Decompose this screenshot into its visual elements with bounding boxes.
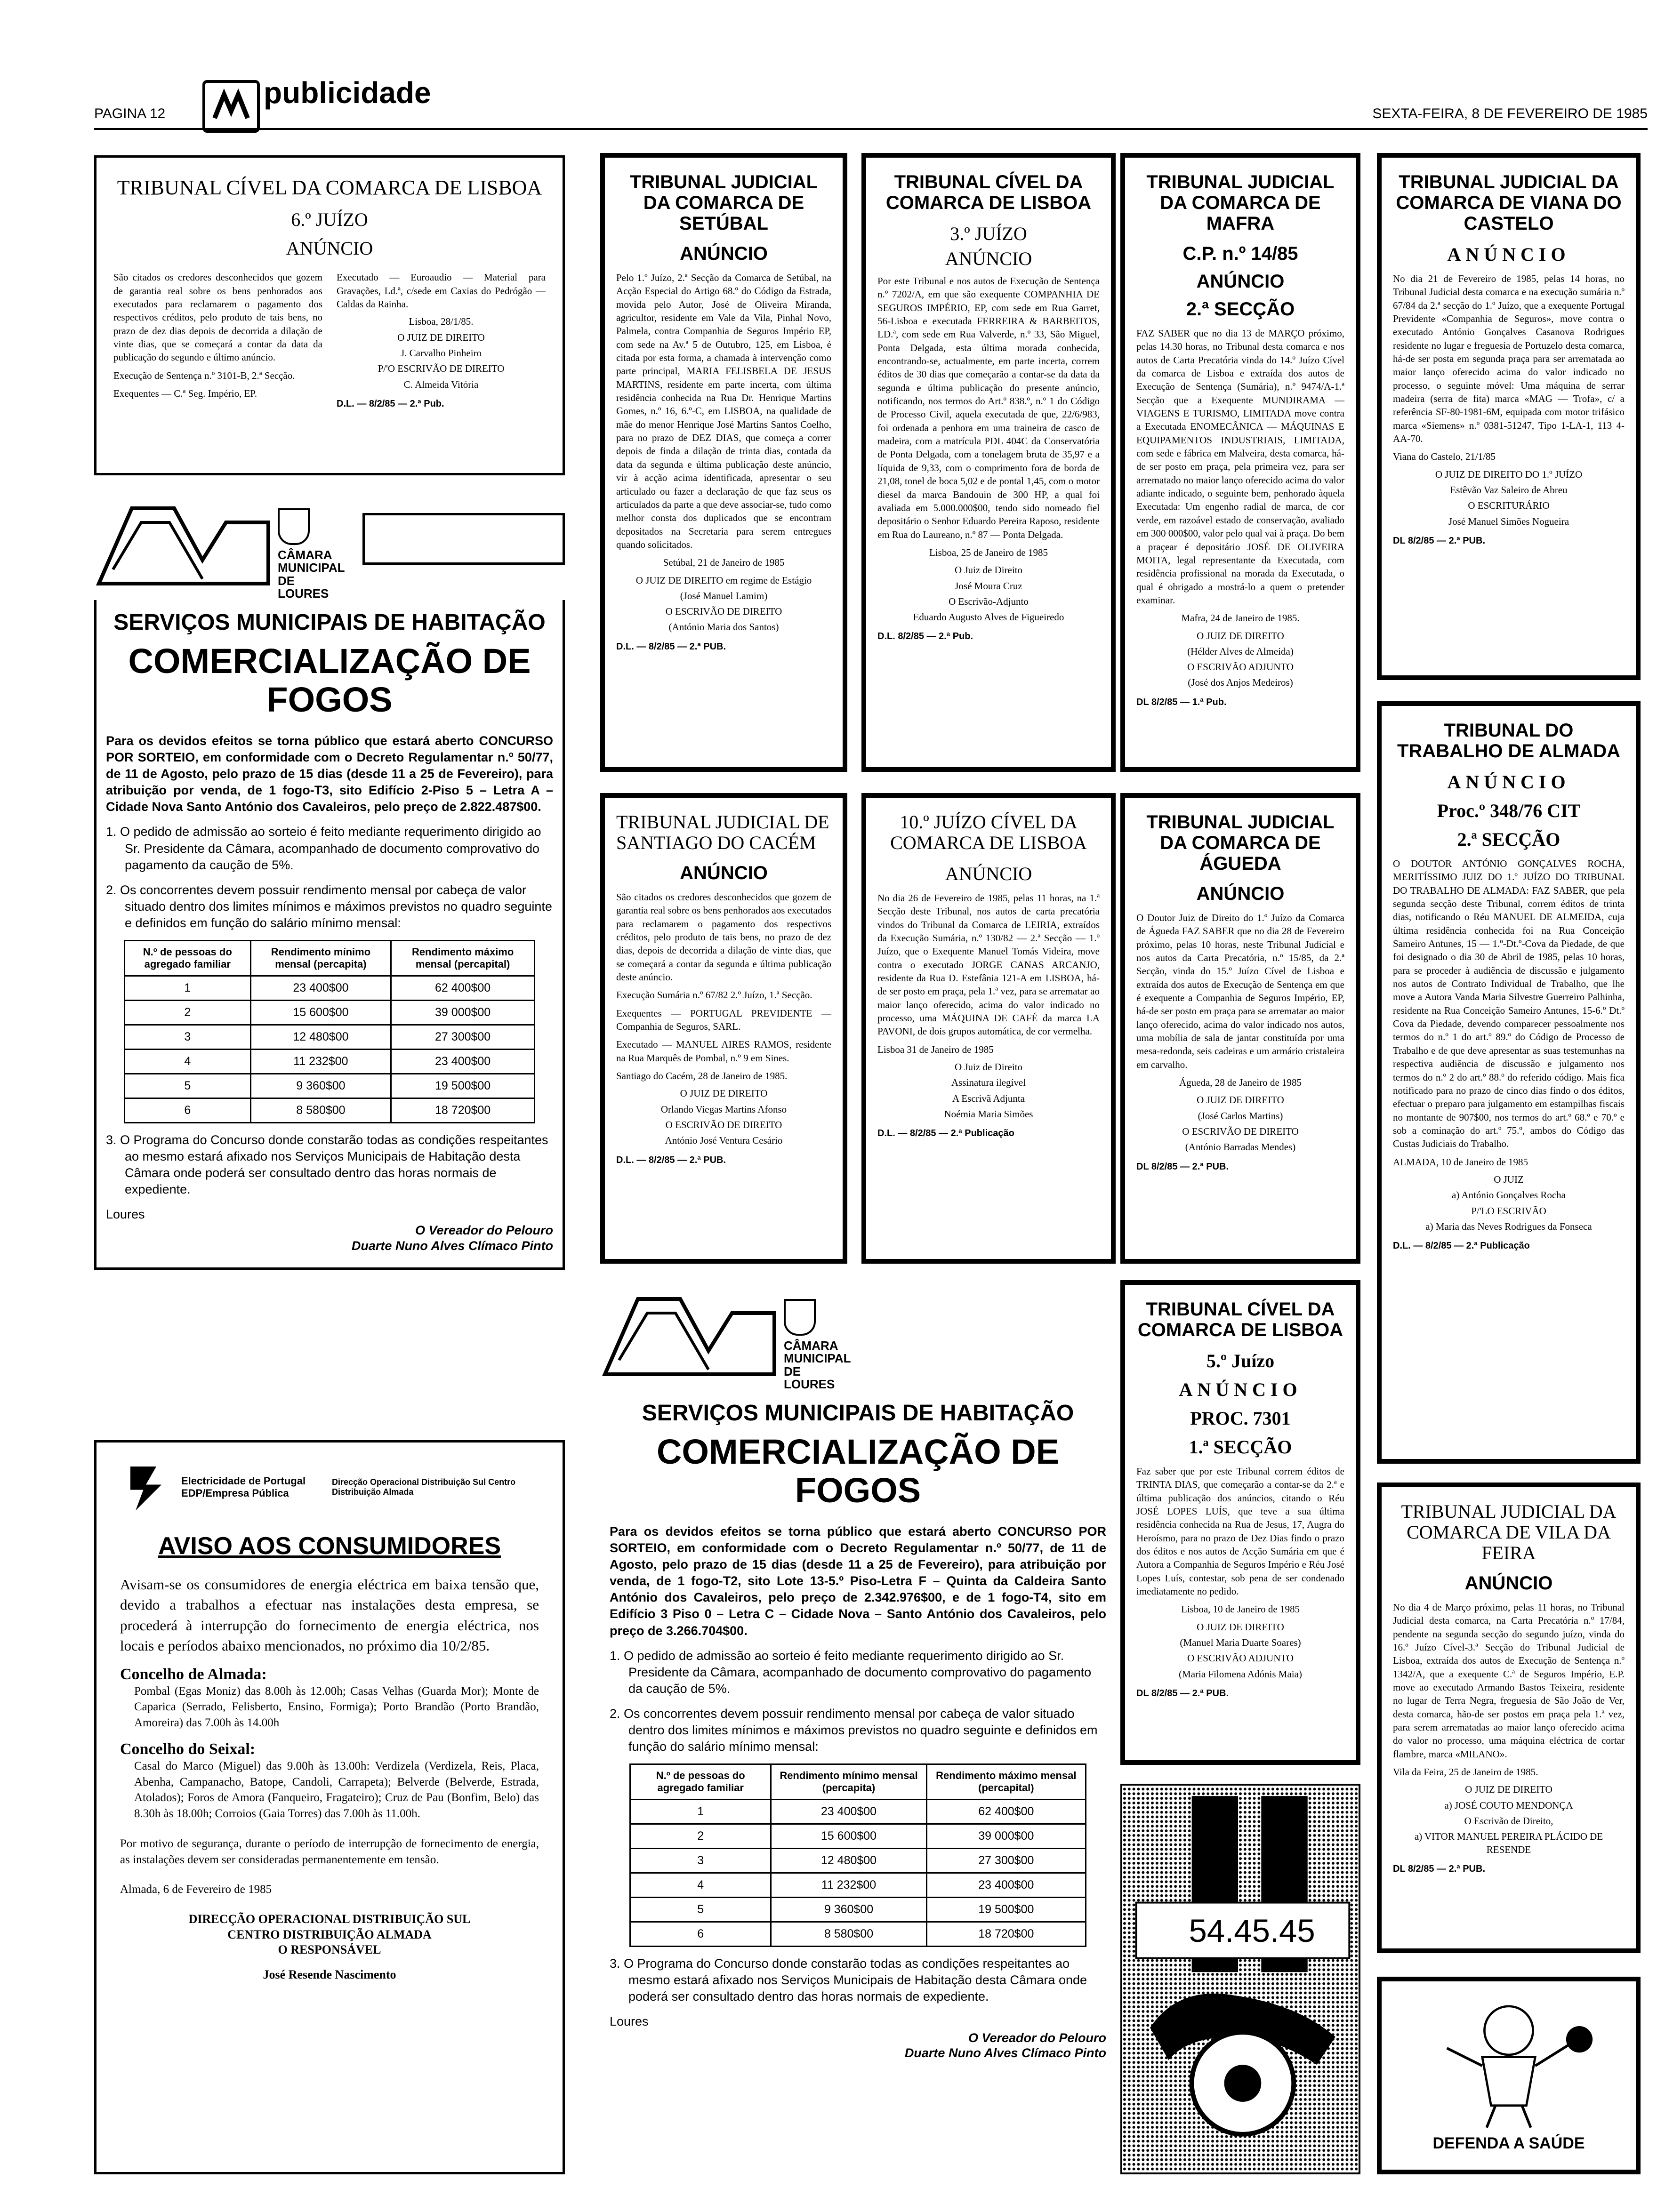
notice-civel-lisboa-3 xyxy=(861,153,1116,772)
notice-place-date: Mafra, 24 de Janeiro de 1985. xyxy=(1181,612,1300,624)
loures-ad-1 xyxy=(94,489,565,1393)
table-cell: 2 xyxy=(125,1001,251,1025)
table-cell: 27 300$00 xyxy=(391,1025,535,1050)
notice-sig1: O JUIZ DE DIREITO DO 1.º JUÍZO xyxy=(1435,468,1583,480)
table-cell: 9 360$00 xyxy=(250,1074,391,1098)
notice-title: TRIBUNAL JUDICIAL DA COMARCA DE SETÚBAL xyxy=(629,172,818,234)
notice-body: Pelo 1.º Juízo, 2.ª Secção da Comarca de Setúbal, na Acção Especial do Artigo 68.º do Código da Estrada, movida pelo Autor, José de Oliveira Miranda, agricultor, residente em Vale da Vila, Pinhal Novo, Palmela, contra Companhia de Seguros Império EP, com sede na Av.ª 5 de Outubro, 125, em Lisboa, é citada por esta forma, a chamada à intervenção como parte principal, MARIA FELISBELA DE JESUS MARTINS, residente em parte incerta, com última residência conhecida na Rua Dr. Henrique Martins Gomes, n.º 16, 6.º-C, em LISBOA, na qualidade de mãe do menor Henrique José Martins Santos Coelho, para no prazo de DEZ DIAS, que começa a correr depois de finda a dilação de trinta dias, contada da data da segunda e última publicação deste anúncio, vir à acção acima identificada, apresentar o seu articulado ou fazer a declaração de que faz seus os articulados da parte a que deve associar-se, tudo como melhor consta dos duplicados que se encontram depositados na Secretaria para serem entregues quando solicitados. xyxy=(616,272,831,550)
notice-title: TRIBUNAL CÍVEL DA COMARCA DE LISBOA xyxy=(885,172,1092,213)
notice-body: No dia 4 de Março próximo, pelas 11 horas, no Tribunal Judicial desta comarca, na Carta Precatória n.º 17/84, pendente na segunda secção do segundo juízo, vinda do 16.º Juízo Cível-3.ª Secção do Tribunal Judicial de Lisboa, extraída dos autos de Execução de Sentença n.º 1342/A, que a exequente C.ª de Seguros Império, E.P. move ao executado Armando Bastos Teixeira, residente no lugar de Terra Negra, freguesia de São João de Ver, desta comarca, hão-de ser postos em praça pela 1.ª vez, para serem arrematadas ao maior lanço oferecido acima do valor no processo, uma máquina eléctrica de cortar flambre, marca «MILANO». xyxy=(1393,1602,1625,1760)
notice-body: São citados os credores desconhecidos que gozem de garantia real sobre os bens penhorados aos executados para reclamarem o pagamento dos respectivos créditos, pelo produto de tais bens, no prazo de dez dias, depois de decorrida a dilação de vinte dias, que se começará a contar da segunda e última publicação deste anúncio. xyxy=(616,891,831,983)
notice-title: TRIBUNAL DO TRABALHO DE ALMADA xyxy=(1397,720,1621,761)
notice-title: 10.º JUÍZO CÍVEL DA COMARCA DE LISBOA xyxy=(890,811,1087,853)
notice-place-date: Viana do Castelo, 21/1/85 xyxy=(1393,451,1496,463)
table-cell: 39 000$00 xyxy=(391,1001,535,1025)
edp-logo-icon xyxy=(120,1461,172,1513)
edp-org-1: Electricidade de Portugal EDP/Empresa Pública xyxy=(181,1475,306,1499)
table-cell: 3 xyxy=(630,1849,771,1873)
edp-concelho-1-title: Concelho de Almada: xyxy=(120,1665,267,1683)
table-cell: 23 400$00 xyxy=(771,1800,927,1824)
notice-sig1-name: Orlando Viegas Martins Afonso xyxy=(660,1103,787,1115)
notice-dl: D.L. — 8/2/85 — 2.ª Pub. xyxy=(337,398,444,409)
notice-juizo: 5.º Juízo xyxy=(1206,1350,1275,1371)
notice-title: TRIBUNAL JUDICIAL DA COMARCA DE MAFRA xyxy=(1146,172,1335,234)
edp-footer-1: DIRECÇÃO OPERACIONAL DISTRIBUIÇÃO SUL xyxy=(188,1912,471,1926)
table-cell: 9 360$00 xyxy=(771,1898,927,1922)
notice-anuncio: ANÚNCIO xyxy=(680,243,768,264)
notice-sig2-name: (Maria Filomena Adónis Maia) xyxy=(1179,1668,1302,1680)
edp-footer-2: CENTRO DISTRIBUIÇÃO ALMADA xyxy=(227,1927,432,1941)
table-row xyxy=(125,976,535,1001)
table-row xyxy=(630,1800,1086,1824)
page-header xyxy=(94,76,1648,132)
notice-sig1: O JUIZ DE DIREITO xyxy=(1465,1784,1552,1795)
notice-place-date: ALMADA, 10 de Janeiro de 1985 xyxy=(1393,1156,1528,1168)
table-cell: 62 400$00 xyxy=(926,1800,1086,1824)
table-cell: 8 580$00 xyxy=(250,1098,391,1123)
notice-sig1-name: (José Manuel Lamim) xyxy=(680,590,768,601)
muni-title: COMERCIALIZAÇÃO DE FOGOS xyxy=(128,641,531,719)
edp-intro: Avisam-se os consumidores de energia eléctrica em baixa tensão que, devido a trabalhos a efectuar nas instalações desta empresa, se procederá à interrupção do fornecimento de energia eléctrica, nos locais e períodos abaixo mencionados, no próximo dia 10/2/85. xyxy=(120,1576,539,1654)
table-row xyxy=(125,1098,535,1123)
notice-dl: DL 8/2/85 — 1.ª Pub. xyxy=(1136,697,1227,707)
notice-sig2: P/'O ESCRIVÃO DE DIREITO xyxy=(378,363,505,375)
newspaper-logo-icon xyxy=(202,80,260,133)
crest-icon xyxy=(278,508,310,545)
notice-sig1-name: Assinatura ilegível xyxy=(951,1077,1026,1089)
notice-sig2: O Escrivão-Adjunto xyxy=(949,595,1029,607)
notice-title: TRIBUNAL CÍVEL DA COMARCA DE LISBOA xyxy=(117,176,542,199)
notice-body: Por este Tribunal e nos autos de Execução de Sentença n.º 7202/A, em que são exequente COMPANHIA DE SEGUROS IMPÉRIO, EP, com sede em Rua Garret, 56-Lisboa e executada FERREIRA & BARBEITOS, LD.ª, com sede em Rua Valverde, n.º 33, São Miguel, Ponta Delgada, esta última morada conhecida, encontrando-se, actualmente, em parte incerta, correm éditos de 30 dias que começarão a contar-se da data da segunda e última publicação do presente anúncio, notificando, nos termos do Art.º 838.º, n.º 1 do Código de Processo Civil, aquela executada de que, 22/6/983, foi ordenada a penhora em uma traineira de casco de madeira, com a matrícula PDL 404C da Conservatória de Ponta Delgada, com a tonelagem bruta de 35,97 e a líquida de 9,33, com o comprimento fora de borda de 21,08, tonel de boca 5,02 e de pontal 1,45, com o motor diesel da marca Bandouin de 300 HP, a qual foi avaliada em 5.000.000$00, tendo sido nomeado fiel depositário o Senhor Eduardo Pereira Raposo, residente em Rua do Laureano, n.º 87 — Ponta Delgada. xyxy=(877,275,1100,540)
muni-intro: Para os devidos efeitos se torna público que estará aberto CONCURSO POR SORTEIO, em conformidade com o Decreto Regulamentar n.º 50/77, de 11 de Agosto, pelo prazo de 15 dias (desde 11 a 25 de Fevereiro), para atribuição por venda, de 1 fogo-T3, sito Edifício 2-Piso 5 – Letra A – Cidade Nova Santo António dos Cavaleiros, pelo preço de 2.822.487$00. xyxy=(106,733,553,814)
loures-ad-body xyxy=(600,1391,1116,2075)
notice-execucao: Execução de Sentença n.º 3101-B, 2.ª Secção. xyxy=(113,369,295,381)
table-header: Rendimento máximo mensal (percapital) xyxy=(391,941,535,976)
notice-anuncio: ANÚNCIO xyxy=(1196,883,1285,904)
notice-santiago xyxy=(600,793,847,1264)
edp-concelho-2-title: Concelho do Seixal: xyxy=(120,1740,256,1758)
muni-heading: SERVIÇOS MUNICIPAIS DE HABITAÇÃO xyxy=(642,1401,1074,1426)
notice-anuncio: ANÚNCIO xyxy=(680,863,768,883)
table-cell: 8 580$00 xyxy=(771,1922,927,1947)
health-ad xyxy=(1377,1977,1641,2174)
notice-execucao: Execução Sumária n.º 67/82 2.º Juízo, 1.ª Secção. xyxy=(616,989,812,1001)
notice-sig2-name: a) VITOR MANUEL PEREIRA PLÁCIDO DE RESENDE xyxy=(1414,1831,1603,1855)
notice-seccao: 1.ª SECÇÃO xyxy=(1189,1436,1292,1458)
header-rule xyxy=(94,128,1648,130)
notice-place-date: Lisboa, 10 de Janeiro de 1985 xyxy=(1181,1603,1300,1615)
notice-anuncio: ANÚNCIO xyxy=(1179,1379,1302,1400)
table-row xyxy=(125,1001,535,1025)
notice-proc: PROC. 7301 xyxy=(1190,1408,1291,1429)
notice-sig2-name: Eduardo Augusto Alves de Figueiredo xyxy=(913,611,1064,623)
notice-dl: D.L. — 8/2/85 — 2.ª PUB. xyxy=(616,1154,726,1165)
edp-notice xyxy=(94,1440,565,2174)
table-cell: 3 xyxy=(125,1025,251,1050)
table-cell: 1 xyxy=(125,976,251,1001)
crest-text: CÂMARA MUNICIPAL DE LOURES xyxy=(278,548,345,601)
notice-sig2: O ESCRIVÃO DE DIREITO xyxy=(1182,1126,1299,1138)
notice-sig2-name: (António Maria dos Santos) xyxy=(668,621,779,633)
table-row xyxy=(630,1873,1086,1898)
notice-vila-feira xyxy=(1377,1483,1641,1953)
notice-sig1-name: José Moura Cruz xyxy=(955,580,1022,592)
notice-proc: C.P. n.º 14/85 xyxy=(1182,243,1298,264)
notice-executado: Executado — Euroaudio — Material para Gravações, Ld.ª, c/sede em Caxias do Pedrógão — Caldas da Rainha. xyxy=(337,272,546,310)
notice-anuncio: ANÚNCIO xyxy=(945,248,1032,269)
notice-sig1-name: (Hélder Alves de Almeida) xyxy=(1187,645,1294,657)
notice-anuncio: ANÚNCIO xyxy=(1447,244,1570,265)
notice-dl: D.L. — 8/2/85 — 2.ª PUB. xyxy=(616,641,726,652)
muni-item-3: 3. O Programa do Concurso donde constarão todas as condições respeitantes ao mesmo estará afixado nos Serviços Municipais de Habitação desta Câmara onde poderá ser consultado dentro das horas normais de expediente. xyxy=(610,1956,1087,2004)
notice-exequentes: Exequentes — PORTUGAL PREVIDENTE — Companhia de Seguros, SARL. xyxy=(616,1007,831,1033)
notice-anuncio: ANÚNCIO xyxy=(945,863,1032,884)
notice-sig2-name: C. Almeida Vitória xyxy=(403,378,479,390)
notice-setubal xyxy=(600,153,847,772)
empty-frame xyxy=(362,513,565,565)
table-cell: 15 600$00 xyxy=(250,1001,391,1025)
notice-sig1-name: a) António Gonçalves Rocha xyxy=(1451,1189,1566,1201)
notice-sig2-name: António José Ventura Cesário xyxy=(665,1135,783,1146)
page-date: SEXTA-FEIRA, 8 DE FEVEREIRO DE 1985 xyxy=(1372,106,1648,121)
table-cell: 6 xyxy=(125,1098,251,1123)
notice-dl: D.L. — 8/2/85 — 2.ª Publicação xyxy=(1393,1241,1530,1251)
muni-item-2: 2. Os concorrentes devem possuir rendimento mensal por cabeça de valor situado dentro dos limites mínimos e máximos previstos no quadro seguinte e definidos em função do salário mínimo mensal: xyxy=(610,1706,1098,1754)
notice-sig2: O ESCRIVÃO ADJUNTO xyxy=(1187,1652,1294,1664)
table-cell: 23 400$00 xyxy=(391,1050,535,1074)
edp-title: AVISO AOS CONSUMIDORES xyxy=(158,1532,501,1560)
notice-dl: DL 8/2/85 — 2.ª PUB. xyxy=(1136,1161,1229,1172)
health-label: DEFENDA A SAÚDE xyxy=(1432,2134,1585,2152)
loures-ad-body xyxy=(94,600,565,1270)
table-cell: 11 232$00 xyxy=(250,1050,391,1074)
table-row xyxy=(125,1074,535,1098)
table-cell: 4 xyxy=(630,1873,771,1898)
loures-wave-icon xyxy=(94,489,273,593)
notice-sig1: O JUIZ DE DIREITO xyxy=(1197,1621,1284,1633)
rent-table xyxy=(124,940,535,1123)
notice-dl: DL 8/2/85 — 2.ª PUB. xyxy=(1136,1688,1229,1699)
table-header: Rendimento máximo mensal (percapital) xyxy=(926,1764,1086,1800)
notice-juizo: 6.º JUÍZO xyxy=(291,209,368,231)
muni-item-3: 3. O Programa do Concurso donde constarão todas as condições respeitantes ao mesmo estará afixado nos Serviços Municipais de Habitação desta Câmara onde poderá ser consultado dentro das horas normais de expediente. xyxy=(106,1133,548,1197)
notice-seccao: 2.ª SECÇÃO xyxy=(1457,829,1560,850)
notice-civel-lisboa-10 xyxy=(861,793,1116,1264)
edp-footer-3: O RESPONSÁVEL xyxy=(278,1943,381,1957)
telephone-illustration-icon xyxy=(1122,1786,1359,2172)
muni-intro: Para os devidos efeitos se torna público que estará aberto CONCURSO POR SORTEIO, em conformidade com o Decreto Regulamentar n.º 50/77, de 11 de Agosto, pelo prazo de 15 dias (desde 11 a 25 de Fevereiro), para atribuição por venda, de 1 fogo-T2, sito Lote 13-5.º Piso-Letra F – Quinta da Caldeira Santo António dos Cavaleiros, pelo preço de 2.342.976$00, e de 1 fogo-T4, sito em Edifício 3 Piso 0 – Letra C – Cidade Nova – Santo António dos Cavaleiros, pelo preço de 3.266.704$00. xyxy=(610,1524,1106,1638)
notice-proc: Proc.º 348/76 CIT xyxy=(1437,800,1581,821)
notice-sig1: O JUIZ DE DIREITO xyxy=(680,1088,768,1099)
table-cell: 39 000$00 xyxy=(926,1824,1086,1849)
notice-anuncio: ANÚNCIO xyxy=(1196,271,1285,292)
table-row xyxy=(125,1050,535,1074)
notice-place-date: Santiago do Cacém, 28 de Janeiro de 1985. xyxy=(616,1070,788,1082)
page-number: PAGINA 12 xyxy=(94,106,166,121)
notice-sig2: O ESCRIVÃO DE DIREITO xyxy=(665,1119,782,1131)
notice-place-date: Vila da Feira, 25 de Janeiro de 1985. xyxy=(1393,1766,1538,1778)
table-cell: 12 480$00 xyxy=(771,1849,927,1873)
table-cell: 19 500$00 xyxy=(926,1898,1086,1922)
notice-exequentes: Exequentes — C.ª Seg. Império, EP. xyxy=(113,388,257,400)
notice-title: TRIBUNAL CÍVEL DA COMARCA DE LISBOA xyxy=(1137,1299,1343,1340)
notice-sig1: O JUIZ DE DIREITO xyxy=(1197,630,1284,641)
notice-anuncio: ANÚNCIO xyxy=(286,238,373,259)
edp-concelho-2-body: Casal do Marco (Miguel) das 9.00h às 13.00h: Verdizela (Verdizela, Reis, Placa, Abenha, Campanacho, Batope, Candoli, Carrapeta); Belverde (Belverde, Estrada, Atolados); Foros de Amora (Fanqueiro, Fragateiro); Cruz de Pau (Bonfim, Belo) das 8.30h às 18.00h; Corroios (Gaia Torres) das 7.00h às 11.00h. xyxy=(134,1759,539,1820)
notice-sig2: P/'LO ESCRIVÃO xyxy=(1471,1205,1546,1217)
notice-body: Faz saber que por este Tribunal correm éditos de TRINTA DIAS, que começarão a contar-se da 2.ª e última publicação dos anúncios, citando o Réu JOSÉ LOPES LUÍS, que teve a sua última residência conhecida na Rua de Jesus, 17, Augra do Heroísmo, para no prazo de Dez Dias findo o prazo dos éditos e nos autos de Acção Sumária em que é Autora a Companhia de Seguros Império e Réu José Lopes Luís, contestar, sob pena de ser condenado imediatamente no pedido. xyxy=(1136,1466,1344,1597)
phone-poster xyxy=(1120,1784,1360,2174)
notice-viana xyxy=(1377,153,1641,680)
notice-sig2-name: (António Barradas Mendes) xyxy=(1185,1141,1296,1153)
notice-dl: DL 8/2/85 — 2.ª PUB. xyxy=(1393,536,1485,546)
notice-dl: DL 8/2/85 — 2.ª PUB. xyxy=(1393,1863,1485,1874)
notice-dl: D.L. — 8/2/85 — 2.ª Publicação xyxy=(877,1128,1014,1139)
notice-sig1: O JUIZ DE DIREITO em regime de Estágio xyxy=(635,574,812,586)
edp-header xyxy=(120,1461,539,1513)
muni-heading: SERVIÇOS MUNICIPAIS DE HABITAÇÃO xyxy=(113,610,546,635)
notice-place-date: Lisboa, 28/1/85. xyxy=(409,316,474,328)
notice-juizo: 3.º JUÍZO xyxy=(950,223,1027,244)
notice-sig1: O JUIZ DE DIREITO xyxy=(1197,1094,1284,1106)
table-cell: 15 600$00 xyxy=(771,1824,927,1849)
table-row xyxy=(630,1898,1086,1922)
table-cell: 19 500$00 xyxy=(391,1074,535,1098)
loures-logo xyxy=(94,489,565,600)
poster-phone: 54.45.45 xyxy=(1189,1913,1315,1949)
loures-logo xyxy=(600,1280,1116,1391)
table-header: Rendimento mínimo mensal (percapita) xyxy=(250,941,391,976)
notice-sig1-name: (Manuel Maria Duarte Soares) xyxy=(1180,1637,1301,1649)
rent-table xyxy=(629,1763,1086,1947)
table-cell: 1 xyxy=(630,1800,771,1824)
muni-sign-2: Duarte Nuno Alves Clímaco Pinto xyxy=(351,1238,553,1253)
notice-title: TRIBUNAL JUDICIAL DA COMARCA DE VIANA DO CASTELO xyxy=(1396,172,1622,234)
notice-sig2: O ESCRIVÃO DE DIREITO xyxy=(665,606,782,617)
notice-sig1: O JUIZ xyxy=(1494,1173,1524,1185)
edp-note: Por motivo de segurança, durante o período de interrupção de fornecimento de energia, as instalações devem ser consideradas permanentemente em tensão. xyxy=(120,1837,539,1866)
notice-sig1: O Juiz de Direito xyxy=(954,564,1023,576)
notice-anuncio: ANÚNCIO xyxy=(1464,1573,1553,1594)
table-cell: 11 232$00 xyxy=(771,1873,927,1898)
edp-org-2: Direcção Operacional Distribuição Sul Centro Distribuição Almada xyxy=(332,1477,516,1497)
notice-sig2-name: José Manuel Simões Nogueira xyxy=(1448,515,1569,527)
notice-sig1: O Juiz de Direito xyxy=(954,1061,1023,1073)
notice-sig2: A Escrivã Adjunta xyxy=(952,1092,1025,1104)
table-cell: 23 400$00 xyxy=(926,1873,1086,1898)
notice-almada xyxy=(1377,701,1641,1464)
crest-icon xyxy=(784,1299,816,1336)
notice-place-date: Lisboa, 25 de Janeiro de 1985 xyxy=(929,546,1048,558)
notice-sig2-name: (José dos Anjos Medeiros) xyxy=(1188,677,1293,689)
notice-sig2: O Escrivão de Direito, xyxy=(1464,1815,1553,1827)
table-cell: 5 xyxy=(125,1074,251,1098)
notice-sig2-name: a) Maria das Neves Rodrigues da Fonseca xyxy=(1425,1220,1592,1232)
notice-sig1-name: a) JOSÉ COUTO MENDONÇA xyxy=(1444,1799,1573,1811)
crest-text: CÂMARA MUNICIPAL DE LOURES xyxy=(784,1338,851,1391)
muni-title: COMERCIALIZAÇÃO DE FOGOS xyxy=(656,1432,1060,1510)
notice-body: O DOUTOR ANTÓNIO GONÇALVES ROCHA, MERITÍSSIMO JUIZ DO 1.º JUÍZO DO TRIBUNAL DO TRABALHO DE ALMADA: FAZ SABER, que pela segunda secção deste Tribunal, correm éditos de trinta dias, notificando o Réu MANUEL DE ALMEIDA, cuja última residência conhecida foi na Rua Conceição Sameiro Antunes, 15 — 1.º-Dt.º-Cova da Piedade, de que foi designado o dia 30 de Abril de 1985, pelas 10 horas, para se proceder à audiência de discussão e julgamento nos autos de Contrato Individual de Trabalho, que lhe move a Autora Vanda Maria Silvestre Guerreiro Palhinha, residente na Rua Conceição Sameiro Antunes, 15-6.º Dt.º Cova da Piedade, devendo comparecer pessoalmente nos termos do n.º 1 do art.º 89.º do Código de Processo de Trabalho e de que deve apresentar as suas testemunhas na respectiva audiência de discussão e julgamento nos termos do n.º 2 do art.º 88.º do referido código. Mais fica notificado para no prazo de cinco dias findo o dos éditos, efectuar o preparo para julgamento em estampilhas fiscais no montante de 907$00, nos termos do art.º 68.º e 70.º e sob a cominação do art.º 75.º, ambos do Código das Custas Judiciais do Trabalho. xyxy=(1393,858,1625,1150)
table-cell: 12 480$00 xyxy=(250,1025,391,1050)
notice-place-date: Setúbal, 21 de Janeiro de 1985 xyxy=(663,557,785,569)
table-cell: 2 xyxy=(630,1824,771,1849)
notice-body: FAZ SABER que no dia 13 de MARÇO próximo, pelas 14.30 horas, no Tribunal desta comarca e nos autos de Carta Precatória vinda do 14.º Juízo Cível da comarca de Lisboa e extraída dos autos de Execução de Sentença (Sumária), n.º 9474/A-1.ª Secção que a Exequente MUNDIRAMA — VIAGENS E TURISMO, LIMITADA move contra a Executada ENOMECÂNICA — MÁQUINAS E EQUIPAMENTOS INDUSTRIAIS, LIMITADA, com sede e fábrica em Malveira, desta comarca, há-de ser posto em praça, pela primeira vez, para ser arrematado no maior lanço oferecido acima do valor adiante indicado, o seguinte bem, penhorado àquela Executada: Um engenho radial de marca, de cor verde, em razoável estado de conservação, avaliado em 300 000$00, valor pelo qual vai à praça. Do bem a praçear é depositário JOSÉ DE OLIVEIRA MOITA, legal representante da Executada, com residência profissional na morada da Executada, o qual é obrigado a mostrá-lo a quem o pretender examinar. xyxy=(1136,328,1344,606)
notice-sig2: O ESCRIVÃO ADJUNTO xyxy=(1187,661,1294,673)
notice-anuncio: ANÚNCIO xyxy=(1447,771,1570,793)
muni-place: Loures xyxy=(610,2014,649,2029)
table-cell: 4 xyxy=(125,1050,251,1074)
loures-wave-icon xyxy=(600,1280,779,1384)
notice-civel-lisboa-5 xyxy=(1120,1280,1360,1765)
muni-sign-1: O Vereador do Pelouro xyxy=(968,2030,1106,2045)
muni-sign-1: O Vereador do Pelouro xyxy=(415,1223,553,1238)
table-cell: 62 400$00 xyxy=(391,976,535,1001)
edp-footer-4: José Resende Nascimento xyxy=(263,1967,396,1981)
notice-seccao: 2.ª SECÇÃO xyxy=(1186,299,1295,320)
notice-mafra xyxy=(1120,153,1360,772)
notice-title: TRIBUNAL JUDICIAL DA COMARCA DE ÁGUEDA xyxy=(1146,812,1335,874)
notice-sig1: O JUIZ DE DIREITO xyxy=(397,331,485,343)
table-cell: 5 xyxy=(630,1898,771,1922)
notice-civel-lisboa-6 xyxy=(94,155,565,475)
notice-body: No dia 26 de Fevereiro de 1985, pelas 11 horas, na 1.ª Secção deste Tribunal, nos autos de carta precatória vindos do Tribunal da Comarca de LEIRIA, extraídos da Execução Sumária, n.º 130/82 — 2.ª Secção — 1.º Juízo, que o Exequente Manuel Tomás Videira, move contra o executado JORGE CANAS ARCANJO, residente da Rua D. Estefânia 121-A em LISBOA, há-de ser posto em praça, pela 1.ª vez, para se arrematar ao maior lanço oferecido, acima do valor indicado no processo, uma MÁQUINA DE CAFÉ da marca LA PAVONI, de dois grupos automática, de cor vermelha. xyxy=(877,892,1100,1037)
notice-title: TRIBUNAL JUDICIAL DA COMARCA DE VILA DA FEIRA xyxy=(1401,1501,1617,1563)
table-row xyxy=(630,1849,1086,1873)
table-cell: 6 xyxy=(630,1922,771,1947)
table-row xyxy=(125,1025,535,1050)
notice-sig2-name: Noémia Maria Simões xyxy=(944,1108,1033,1120)
table-row xyxy=(630,1824,1086,1849)
table-header: N.º de pessoas do agregado familiar xyxy=(630,1764,771,1800)
muni-item-2: 2. Os concorrentes devem possuir rendimento mensal por cabeça de valor situado dentro dos limites mínimos e máximos previstos no quadro seguinte e definidos em função do salário mínimo mensal: xyxy=(106,882,552,930)
notice-place-date: Águeda, 28 de Janeiro de 1985 xyxy=(1179,1077,1302,1089)
notice-body: São citados os credores desconhecidos que gozem de garantia real sobre os bens penhorados aos executados para reclamarem o pagamento dos respectivos créditos, pelo produto de tais bens, no prazo de dez dias depois de decorrida a dilação de vinte dias, que se começará a contar da data da publicação do segundo e último anúncio. xyxy=(113,272,322,363)
notice-sig2: O ESCRITURÁRIO xyxy=(1468,500,1550,512)
notice-title: TRIBUNAL JUDICIAL DE SANTIAGO DO CACÉM xyxy=(616,811,829,853)
health-cartoon-icon xyxy=(1391,1991,1626,2132)
muni-item-1: 1. O pedido de admissão ao sorteio é feito mediante requerimento dirigido ao Sr. Presidente da Câmara, acompanhado de documento comprovativo do pagamento da caução de 5%. xyxy=(106,825,541,872)
notice-sig1-name: (José Carlos Martins) xyxy=(1198,1110,1283,1122)
crest-block xyxy=(784,1299,854,1391)
notice-body: No dia 21 de Fevereiro de 1985, pelas 14 horas, no Tribunal Judicial desta comarca e na execução sumária n.º 67/84 da 2.ª secção do 1.º Juízo, que a exequente Portugal Previdente «Companhia de Seguros», move contra o executado António Gonçalves Casanova Rodrigues residente no lugar e freguesia de Portuzelo desta comarca, há-de ser posta em segunda praça para ser arrematada ao maior lanço oferecido acima do valor indicado no processo, o seguinte móvel: Uma máquina de serrar madeira (serra de fita) marca «MAG — Trofa», c/ a referência SF-80-1981-6M, equipada com motor trifásico marca «Siemens» n.º 0381-51247, Tipo 1-LA-1, 113 4-AA-70. xyxy=(1393,273,1625,445)
edp-place-date: Almada, 6 de Fevereiro de 1985 xyxy=(120,1883,272,1896)
table-header: N.º de pessoas do agregado familiar xyxy=(125,941,251,976)
edp-concelho-1-body: Pombal (Egas Moniz) das 8.00h às 12.00h; Casas Velhas (Guarda Mor); Monte de Caparica (Serrado, Felisberto, Ensino, Formiga); Porto Brandão (Porto Brandão, Amoreira) das 7.00h às 14.00h xyxy=(134,1684,539,1730)
notice-sig1-name: Estêvão Vaz Saleiro de Abreu xyxy=(1450,484,1568,496)
muni-item-1: 1. O pedido de admissão ao sorteio é feito mediante requerimento dirigido ao Sr. Presidente da Câmara, acompanhado de documento comprovativo do pagamento da caução de 5%. xyxy=(610,1648,1092,1696)
table-cell: 27 300$00 xyxy=(926,1849,1086,1873)
notice-executado: Executado — MANUEL AIRES RAMOS, residente na Rua Marquês de Pombal, n.º 9 em Sines. xyxy=(616,1039,831,1064)
table-cell: 18 720$00 xyxy=(926,1922,1086,1947)
table-header: Rendimento mínimo mensal (percapita) xyxy=(771,1764,927,1800)
notice-sig1-name: J. Carvalho Pinheiro xyxy=(400,347,482,359)
notice-agueda xyxy=(1120,793,1360,1264)
table-row xyxy=(630,1922,1086,1947)
loures-ad-2 xyxy=(600,1280,1116,2174)
notice-body: O Doutor Juiz de Direito do 1.º Juízo da Comarca de Águeda FAZ SABER que no dia 28 de Fevereiro próximo, pelas 10 horas, neste Tribunal Judicial e nos autos da Carta Precatória, n.º 15/85, da 2.ª Secção, vinda do 15.º Juízo Cível de Lisboa e extraída dos autos de Execução de Sentença em que é exequente a Companhia de Seguros Império, EP, há-de ser posto em praça para se arrematar ao maior lanço oferecido, acima do valor indicado nos autos, uma mobília de sala de jantar constituída por uma mesa-redonda, seis cadeiras e um armário cristaleira em carvalho. xyxy=(1136,912,1344,1070)
table-cell: 23 400$00 xyxy=(250,976,391,1001)
table-cell: 18 720$00 xyxy=(391,1098,535,1123)
muni-place: Loures xyxy=(106,1207,145,1222)
notice-place-date: Lisboa 31 de Janeiro de 1985 xyxy=(877,1043,994,1055)
section-title: publicidade xyxy=(264,76,431,110)
muni-sign-2: Duarte Nuno Alves Clímaco Pinto xyxy=(904,2045,1106,2060)
notice-dl: D.L. 8/2/85 — 2.ª Pub. xyxy=(877,631,973,642)
crest-block xyxy=(278,508,348,600)
